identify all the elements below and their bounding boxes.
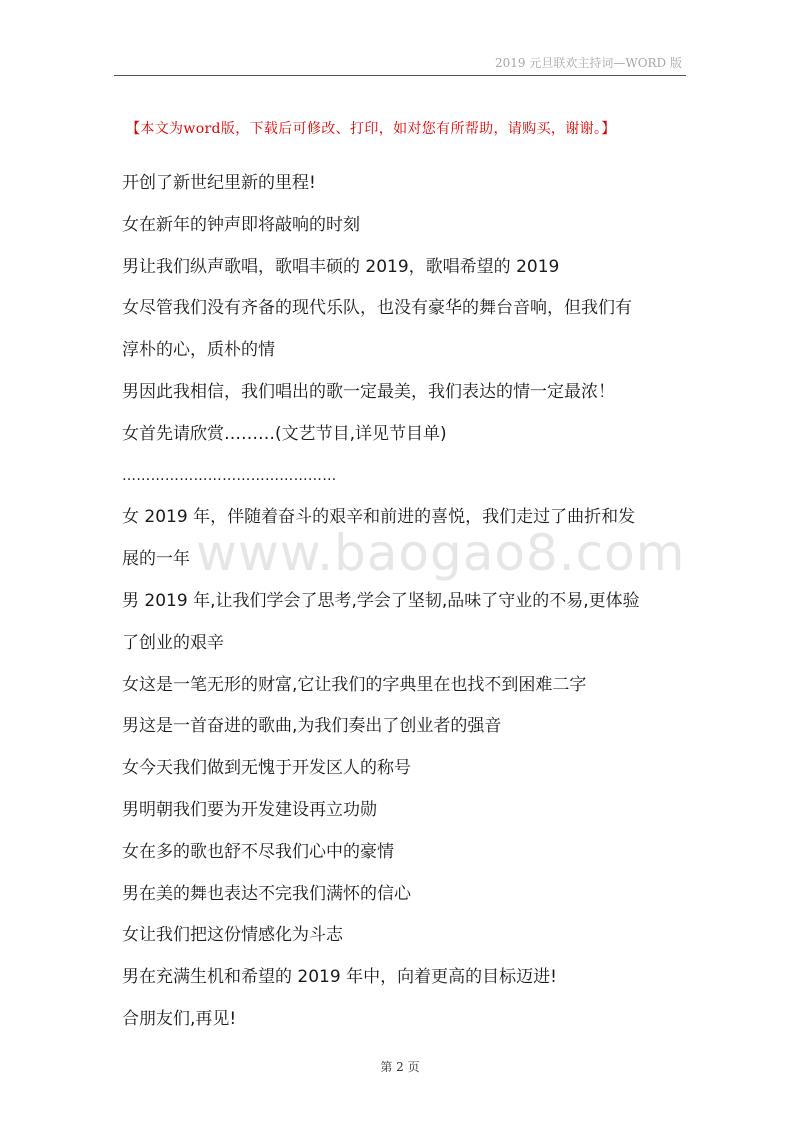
text-line: 合朋友们,再见! [122,1009,237,1029]
text-line: 女在多的歌也舒不尽我们心中的豪情 [122,842,394,862]
text-line: 男因此我相信，我们唱出的歌一定最美，我们表达的情一定最浓！ [122,382,615,402]
text-line: 女 2019 年，伴随着奋斗的艰辛和前进的喜悦，我们走过了曲折和发 [122,507,636,527]
text-line: 女尽管我们没有齐备的现代乐队，也没有豪华的舞台音响，但我们有 [122,298,632,318]
watermark: www.baogao8.com [196,524,686,582]
text-line: 淳朴的心，质朴的情 [122,340,275,360]
text-line: 男明朝我们要为开发建设再立功勋 [122,800,377,820]
text-line: 男这是一首奋进的歌曲,为我们奏出了创业者的强音 [122,716,502,736]
text-line: 展的一年 [122,549,190,569]
text-line: 女今天我们做到无愧于开发区人的称号 [122,758,411,778]
page-number: 第 2 页 [380,1060,420,1074]
download-notice: 【本文为word版，下载后可修改、打印，如对您有所帮助，请购买，谢谢。】 [126,121,616,137]
header-rule [114,75,686,76]
header-title: 2019 元旦联欢主持词—WORD 版 [495,56,682,70]
text-line: 男在充满生机和希望的 2019 年中，向着更高的目标迈进! [122,967,557,987]
text-line: 开创了新世纪里新的里程! [122,173,316,193]
text-line: 女在新年的钟声即将敲响的时刻 [122,215,360,235]
text-line: 女让我们把这份情感化为斗志 [122,925,343,945]
text-line: 男 2019 年,让我们学会了思考,学会了坚韧,品味了守业的不易,更体验 [122,591,640,611]
text-line: 女首先请欣赏………(文艺节目,详见节目单) [122,424,447,444]
text-line: 女这是一笔无形的财富,它让我们的字典里在也找不到困难二字 [122,675,587,695]
text-line: ……………………………………… [122,468,337,484]
text-line: 男让我们纵声歌唱，歌唱丰硕的 2019，歌唱希望的 2019 [122,257,560,277]
text-line: 了创业的艰辛 [122,633,224,653]
text-line: 男在美的舞也表达不完我们满怀的信心 [122,884,411,904]
